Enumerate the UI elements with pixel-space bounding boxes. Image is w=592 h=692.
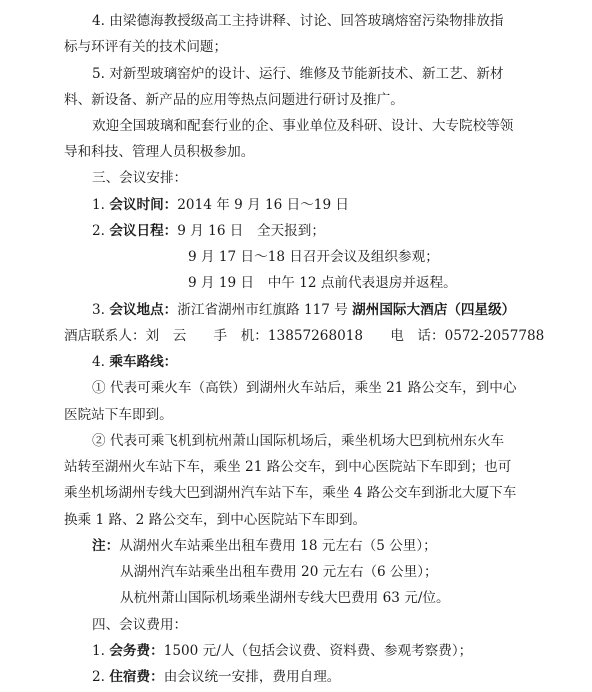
- item-5-line-1: 5. 对新型玻璃窑炉的设计、运行、维修及节能新技术、新工艺、新材: [92, 65, 504, 82]
- schedule-item-3: 9 月 19 日 中午 12 点前代表退房并返程。: [188, 275, 457, 292]
- route-1-line-1: ① 代表可乘火车（高铁）到湖州火车站后，乘坐 21 路公交车，到中心: [92, 380, 517, 397]
- meeting-time-number: 1.: [92, 196, 105, 213]
- meeting-fee-value: 1500 元/人（包括会议费、资料费、参观考察费）；: [163, 642, 473, 659]
- note-3: 从杭州萧山国际机场乘坐湖州专线大巴费用 63 元/位。: [120, 590, 450, 607]
- welcome-line-2: 导和科技、管理人员积极参加。: [64, 144, 255, 161]
- lodging-fee-label: 住宿费：: [109, 669, 164, 685]
- note-line-1: [92, 537, 437, 555]
- route-2-line-3: 乘坐机场湖州专线大巴到湖州汽车站下车，乘坐 4 路公交车到浙北大厦下车: [64, 485, 517, 502]
- meeting-fee-number: 1.: [92, 642, 105, 659]
- meeting-schedule-label: 会议日程：: [109, 222, 178, 239]
- schedule-item-1: 9 月 16 日 全天报到；: [177, 222, 325, 239]
- lodging-fee-value: 由会议统一安排，费用自理。: [163, 669, 341, 685]
- meeting-venue: [92, 301, 515, 319]
- route-1-line-2: 医院站下车即到。: [64, 406, 173, 423]
- note-2: 从湖州汽车站乘坐出租车费用 20 元左右（6 公里）；: [120, 564, 438, 580]
- item-4-line-1: 4. 由梁德海教授级高工主持讲释、讨论、回答玻璃熔窑污染物排放指: [92, 13, 504, 29]
- meeting-time-value: 2014 年 9 月 16 日～19 日: [177, 196, 350, 213]
- meeting-time-label: 会议时间：: [109, 196, 178, 213]
- meeting-venue-label: 会议地点：: [109, 301, 178, 318]
- section-3-heading: 三、会议安排：: [92, 170, 188, 187]
- meeting-venue-number: 3.: [92, 301, 105, 318]
- meeting-fee-label: 会务费：: [109, 642, 164, 659]
- meeting-schedule: [92, 222, 325, 240]
- lodging-fee-number: 2.: [92, 669, 105, 685]
- route-number: 4.: [92, 354, 105, 371]
- item-4-line-2: 标与环评有关的技术问题；: [64, 39, 228, 56]
- route-2-line-1: ② 代表可乘飞机到杭州萧山国际机场后，乘坐机场大巴到杭州东火车: [92, 432, 505, 449]
- route-2-line-4: 换乘 1 路、2 路公交车，到中心医院站下车即到。: [64, 511, 367, 528]
- venue-address: 浙江省湖州市红旗路 117 号: [177, 301, 348, 318]
- hotel-contact: 酒店联系人：刘 云 手 机：13857268018 电 话：0572-2057788: [64, 327, 545, 344]
- welcome-line-1: 欢迎全国玻璃和配套行业的企、事业单位及科研、设计、大专院校等领: [92, 118, 514, 134]
- item-5-line-2: 料、新设备、新产品的应用等热点问题进行研讨及推广。: [64, 91, 404, 108]
- note-label: 注：: [92, 537, 120, 554]
- meeting-fee: [92, 642, 472, 660]
- venue-hotel: 湖州国际大酒店（四星级）: [352, 301, 516, 318]
- route-label: 乘车路线：: [109, 354, 178, 371]
- route-heading: [92, 353, 177, 371]
- meeting-schedule-number: 2.: [92, 222, 105, 239]
- note-1: 从湖州火车站乘坐出租车费用 18 元左右（5 公里）；: [119, 537, 437, 554]
- section-4-heading: 四、会议费用：: [92, 616, 188, 633]
- route-2-line-2: 站转至湖州火车站下车，乘坐 21 路公交车，到中心医院站下车即到；也可: [64, 459, 512, 476]
- schedule-item-2: 9 月 17 日～18 日召开会议及组织参观；: [188, 249, 439, 266]
- meeting-time: [92, 196, 349, 214]
- lodging-fee: [92, 668, 340, 686]
